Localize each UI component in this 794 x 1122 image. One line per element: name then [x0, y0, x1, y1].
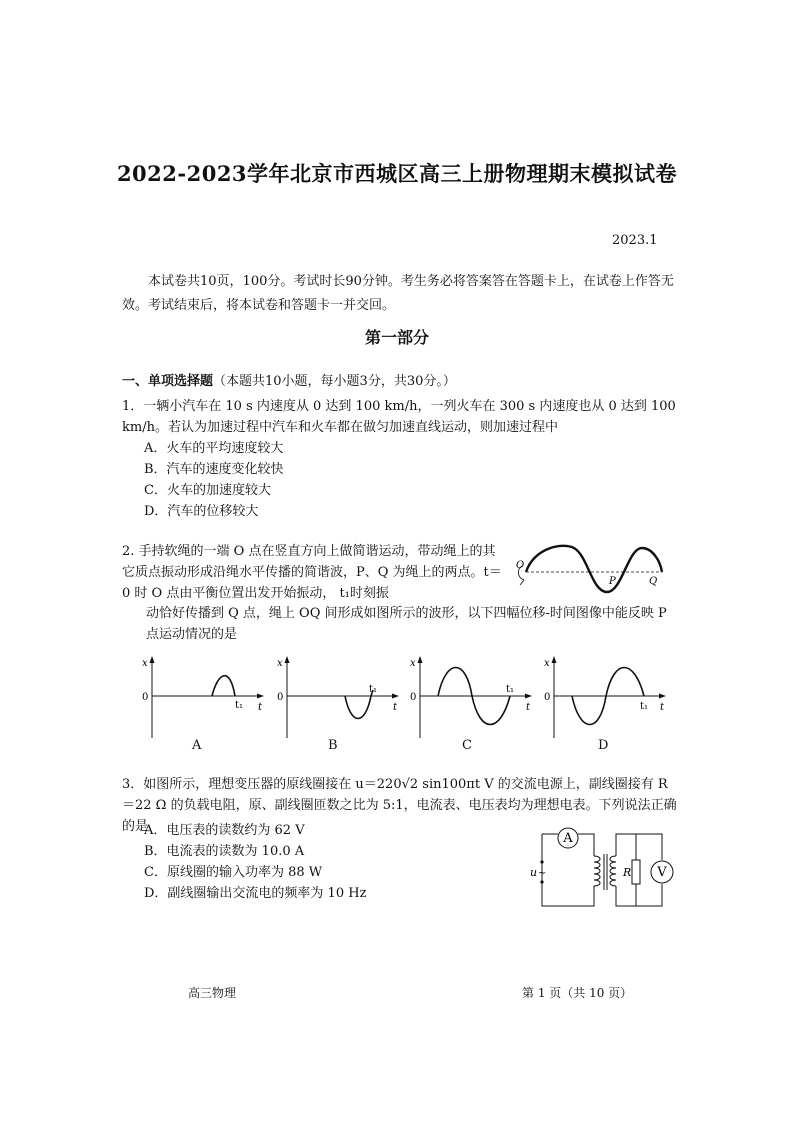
question-1-option-b: B．汽车的速度变化较快	[144, 462, 284, 477]
ammeter-label: A	[563, 831, 573, 846]
question-3-option-b: B．电流表的读数为 10.0 A	[144, 844, 305, 859]
graph-b-x-arrow	[285, 656, 290, 663]
graph-b-t-label: t	[393, 702, 398, 713]
wave-curve	[526, 546, 662, 592]
page-title: 2022-2023学年北京市西城区高三上册物理期末模拟试卷	[116, 161, 678, 186]
question-3-stem: 3．如图所示，理想变压器的原线圈接在 u＝220√2 sin100πt V 的交流电源上，副线圈接有 R＝22 Ω 的负载电阻，原、副线圈匝数之比为 5:1，电流表、电压表均为理想电表。下列说法正确的是	[122, 777, 677, 834]
question-3-option-d: D．副线圈输出交流电的频率为 10 Hz	[144, 886, 367, 901]
section-heading-note: （本题共10小题，每小题3分，共30分。）	[213, 374, 456, 389]
graph-c-t-arrow	[525, 694, 532, 699]
question-1	[122, 396, 678, 522]
exam-date: 2023.1	[612, 233, 658, 248]
graph-d-t-arrow	[659, 694, 666, 699]
question-1-option-a: A．火车的平均速度较大	[144, 441, 284, 456]
graph-a-t-arrow	[257, 694, 264, 699]
footer-page-number: 第 1 页（共 10 页）	[522, 986, 633, 1000]
graph-d-label: D	[598, 738, 609, 753]
source-terminal-top	[540, 860, 543, 863]
graph-b-label: B	[328, 738, 338, 753]
transformer-circuit	[524, 826, 674, 912]
resistor-icon	[632, 860, 640, 884]
resistor-label: R	[623, 866, 632, 879]
graph-a-x-arrow	[150, 656, 155, 663]
question-1-option-d: D．汽车的位移较大	[144, 504, 259, 519]
graph-b-t-arrow	[392, 694, 399, 699]
graph-c-x-label: x	[410, 658, 416, 669]
graph-d-x-label: x	[544, 658, 550, 669]
footer-subject: 高三物理	[188, 986, 237, 1000]
graph-d	[542, 652, 668, 742]
graph-d-zero: 0	[544, 692, 551, 703]
tilde-symbol: ~	[538, 868, 547, 879]
section-heading	[122, 370, 456, 389]
voltmeter-label: V	[657, 865, 667, 880]
graph-b-x-label: x	[277, 658, 283, 669]
secondary-wire-bottom	[616, 884, 662, 906]
secondary-coil	[610, 856, 616, 886]
graph-c-label: C	[462, 738, 472, 753]
graph-a-t-label: t	[258, 702, 263, 713]
exam-instructions: 本试卷共10页，100分。考试时长90分钟。考生务必将答案答在答题卡上，在试卷上作答无效。考试结束后，将本试卷和答题卡一并交回。	[122, 274, 674, 313]
graph-c-zero: 0	[410, 692, 417, 703]
wave-label-q: Q	[649, 576, 658, 587]
question-3-option-c: C．原线圈的输入功率为 88 W	[144, 865, 323, 880]
graph-b	[275, 652, 401, 742]
question-1-option-c: C．火车的加速度较大	[144, 483, 271, 498]
wave-label-p: P	[609, 576, 616, 587]
graph-a-curve	[212, 676, 235, 696]
primary-wire-top-right	[578, 834, 594, 856]
graph-c-t1: t₁	[506, 684, 515, 695]
graph-b-zero: 0	[277, 692, 284, 703]
graph-c-t-label: t	[526, 702, 531, 713]
graph-a-zero: 0	[142, 692, 149, 703]
wave-label-o: O	[516, 560, 525, 571]
question-3-option-a: A．电压表的读数约为 62 V	[144, 823, 305, 838]
graph-a-label: A	[192, 738, 202, 753]
source-label: u	[530, 866, 538, 879]
question-2-stem-part-1: 2. 手持软绳的一端 O 点在竖直方向上做简谐运动，带动绳上的其它质点振动形成沿绳水平传播的简谐波，P、Q 为绳上的两点。t＝0 时 O 点由平衡位置出发开始振动， t₁时刻振	[122, 544, 502, 601]
part-title: 第一部分	[364, 328, 429, 347]
question-2-stem-part-2: 动恰好传播到 Q 点，绳上 OQ 间形成如图所示的波形，以下四幅位移-时间图像中能反映 P 点运动情况的是	[146, 606, 667, 642]
graph-a	[140, 652, 266, 742]
graph-d-t-label: t	[660, 702, 665, 713]
section-heading-title: 一、单项选择题	[122, 374, 214, 389]
source-terminal-bottom	[540, 880, 543, 883]
question-1-stem: 1．一辆小汽车在 10 s 内速度从 0 达到 100 km/h，一列火车在 300 s 内速度也从 0 达到 100 km/h。若认为加速过程中汽车和火车都在做匀加速直线运动，则加速过程中	[122, 399, 676, 435]
graph-d-x-arrow	[552, 656, 557, 663]
graph-c	[408, 652, 534, 742]
graph-a-x-label: x	[142, 658, 148, 669]
graph-b-t1: t₁	[369, 684, 378, 695]
question-3-options	[122, 820, 512, 904]
graph-a-t1: t₁	[235, 700, 244, 711]
graph-c-x-arrow	[418, 656, 423, 663]
wave-figure	[512, 540, 672, 596]
secondary-wire-top	[616, 834, 662, 860]
graph-d-t1: t₁	[640, 701, 649, 712]
primary-coil	[594, 856, 600, 888]
